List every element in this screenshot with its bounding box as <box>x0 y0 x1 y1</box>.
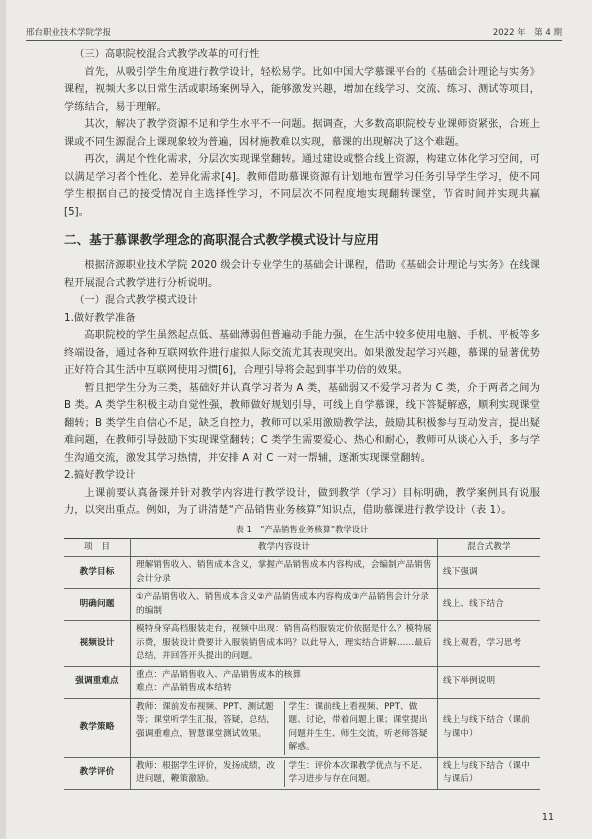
paragraph: 首先，从吸引学生角度进行教学设计，轻松易学。比如中国大学慕课平台的《基础会计理论与实务》课程，视频大多以日常生活或职场案例导入，能够激发兴趣，增加在线学习、交流、练习、测试等项目，学练结合，易于理解。 <box>64 66 540 113</box>
table-cell-content: ①产品销售收入、销售成本含义②产品销售成本内容构成③产品销售会计分录的编制 <box>131 589 438 621</box>
paragraph: 再次，满足个性化需求，分层次实现课堂翻转。通过建设或整合线上资源，构建立体化学习空间，可以满足学习者个性化、差异化需求[4]。教师借助慕课资源有计划地布置学习任务引导学生学习，使不同学生根据自己的接受情况自主选择性学习，不同层次不同程度地实现翻转课堂，节省时间并实现共赢[5]。 <box>64 154 540 218</box>
table-cell-content <box>131 757 438 789</box>
table-cell-item: 教学策略 <box>64 698 131 757</box>
journal-page <box>6 0 592 839</box>
table-cell-content <box>131 666 438 698</box>
paragraph: 暂且把学生分为三类，基础好并认真学习者为 A 类，基础弱又不爱学习者为 C 类，介于两者之间为 B 类。A 类学生积极主动自觉性强，教师做好规划引导，可线上自学慕课，线下答疑解惑，顺利实现课堂翻转；B 类学生自信心不足，缺乏自控力，教师可以采用激励教学法，鼓励其积极参与互动发言，提出疑难问题，在教师引导鼓励下实现课堂翻转；C 类学生需要爱心、热心和耐心，教师可从谈心入手，多与学生沟通交流，激发其学习热情，并安排 A 对 C 一对一帮辅，逐渐实现课堂翻转。 <box>64 382 540 464</box>
teaching-design-table <box>64 538 540 790</box>
teacher-cell: 教师：课前发布视频、PPT、测试题等；课堂听学生汇报，答疑，总结，强调重难点，智慧课堂测试效果。 <box>136 701 285 755</box>
table-header: 项 目 <box>64 538 131 557</box>
subsubsection-heading: 2.搞好教学设计 <box>64 470 136 481</box>
paragraph: 高职院校的学生虽然起点低、基础薄弱但普遍动手能力强，在生活中较多使用电脑、手机、平板等多终端设备，通过各种互联网软件进行虚拟人际交流尤其表现突出。如果激发起学习兴趣，慕课的显著优势正好符合其生活中互联网使用习惯[6]，合理引导将会起到事半功倍的效果。 <box>64 330 540 376</box>
subsection-heading: （一）混合式教学模式设计 <box>74 295 198 306</box>
table-cell-mode: 线下举例说明 <box>438 666 541 698</box>
subsubsection-heading: 1.做好教学准备 <box>64 312 136 324</box>
table-cell-item: 视频设计 <box>64 621 131 667</box>
table-row <box>64 698 540 757</box>
table-row <box>64 621 540 667</box>
difficulty-line: 难点：产品销售成本结转 <box>136 683 232 693</box>
table-cell-content: 模特身穿高档服装走台，视频中出现：销售高档服装定价依据是什么？模特展示费，服装设计费要计入服装销售成本吗？以此导入，理实结合讲解……最后总结，并回答开头提出的问题。 <box>131 621 438 667</box>
key-point-line: 重点：产品销售收入、产品销售成本的核算 <box>136 669 302 680</box>
table-cell-mode: 线上与线下结合（课中与课后） <box>438 757 541 789</box>
student-cell: 学生：评价本次课教学优点与不足、学习进步与存在问题。 <box>288 760 428 784</box>
journal-name: 邢台职业技术学院学报 <box>26 28 112 38</box>
table-caption: 表 1 “产品销售业务核算”教学设计 <box>235 523 369 534</box>
table-header-row <box>64 538 540 557</box>
table-cell-item: 教学目标 <box>64 557 131 589</box>
section-heading-feasibility: （三）高职院校混合式教学改革的可行性 <box>74 49 260 60</box>
table-cell-mode: 线上、线下结合 <box>438 589 541 621</box>
table-row <box>64 757 540 789</box>
table-cell-item: 教学评价 <box>64 757 131 789</box>
paragraph: 根据济源职业技术学院 2020 级会计专业学生的基础会计课程，借助《基础会计理论与实务》在线课程开展混合式教学进行分析说明。 <box>64 260 540 289</box>
paragraph: 其次，解决了教学资源不足和学生水平不一问题。据调查，大多数高职院校专业课师资紧张，合班上课或不同生源混合上课现象较为普遍，因材施教难以实现，慕课的出现解决了这个难题。 <box>64 119 540 148</box>
table-cell-mode: 线上观看，学习思考 <box>438 621 541 667</box>
running-header <box>26 26 562 41</box>
table-row <box>64 557 540 589</box>
table-row <box>64 589 540 621</box>
student-cell: 学生：课前线上看视频、PPT、做题、讨论，带着问题上课；课堂提出问题并生生、师生交流，听老师答疑解惑。 <box>288 701 428 752</box>
table-header: 教学内容设计 <box>131 538 438 557</box>
table-cell-item: 明确问题 <box>64 589 131 621</box>
issue-label: 2022 年 第 4 期 <box>492 28 562 38</box>
table-row <box>64 666 540 698</box>
table-cell-item: 强调重难点 <box>64 666 131 698</box>
paragraph: 上课前要认真备课并针对教学内容进行教学设计，做到教学（学习）目标明确，教学案例具有说服力，以突出重点。例如，为了讲清楚“产品销售业务核算”知识点，借助慕课进行教学设计（表 1）。 <box>64 487 540 516</box>
section-heading-2: 二、基于慕课教学理念的高职混合式教学模式设计与应用 <box>64 232 380 247</box>
table-cell-content <box>131 698 438 757</box>
page-number: 11 <box>541 812 554 823</box>
table-header: 混合式教学 <box>438 538 541 557</box>
article-body <box>64 46 540 790</box>
teacher-cell: 教师：根据学生评价，发扬成绩，改进问题，鞭策激励。 <box>136 760 285 787</box>
table-cell-mode: 线上与线下结合（课前与课中） <box>438 698 541 757</box>
table-cell-content: 理解销售收入、销售成本含义，掌握产品销售成本内容构成，会编制产品销售会计分录 <box>131 557 438 589</box>
table-cell-mode: 线下强调 <box>438 557 541 589</box>
